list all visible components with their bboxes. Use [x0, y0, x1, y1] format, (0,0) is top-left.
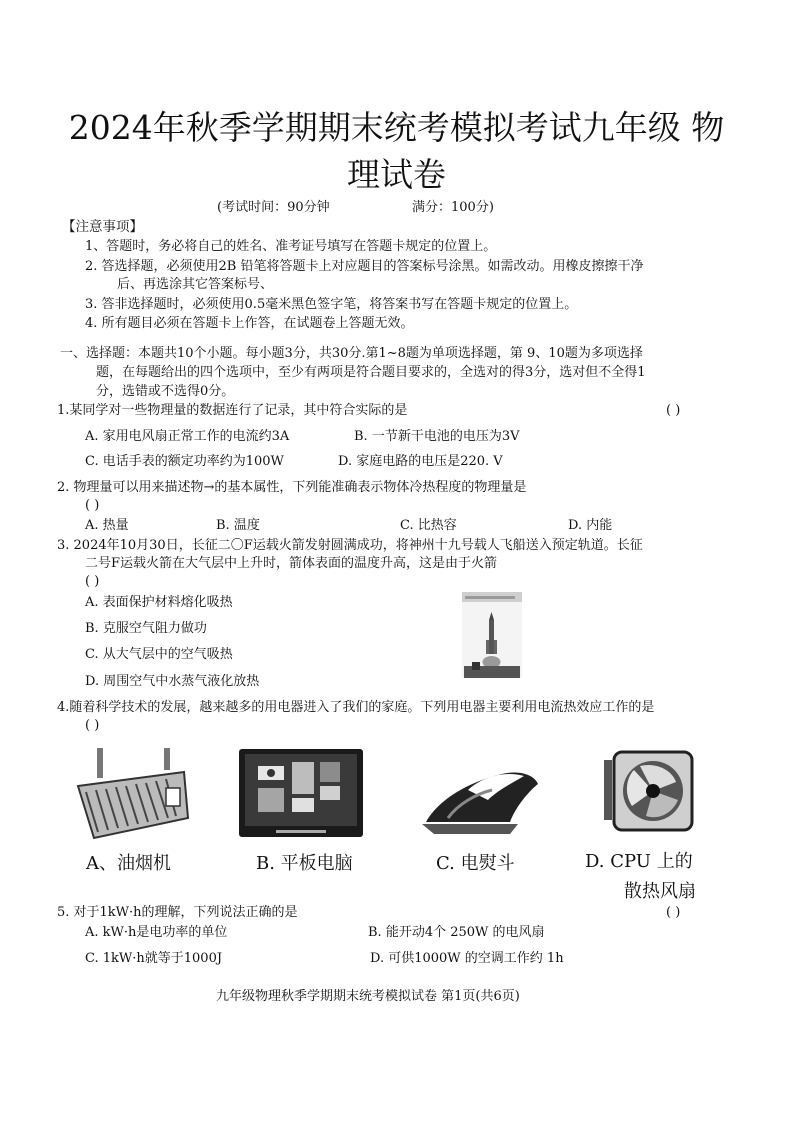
option-d: D. 周围空气中水蒸气液化放热	[85, 674, 260, 689]
question-stem: 1.某同学对一些物理量的数据连行了记录，其中符合实际的是	[57, 403, 408, 418]
question-stem: 二号F运载火箭在大气层中上升时，箭体表面的温度升高，这是由于火箭	[85, 556, 498, 571]
option-c: C. 比热容	[400, 518, 457, 533]
option-b: B. 克服空气阻力做功	[85, 621, 207, 636]
option-d: D. 内能	[568, 518, 613, 533]
option-a: A. 表面保护材料熔化吸热	[85, 595, 233, 610]
answer-paren: ( )	[85, 498, 100, 513]
question-stem: 3. 2024年10月30日，长征二〇F运载火箭发射圆满成功，将神州十九号载人飞船送入预定轨道。长征	[57, 538, 643, 553]
note-item: 后、再选涂其它答案标号、	[117, 277, 274, 292]
answer-paren: ( )	[666, 905, 681, 920]
answer-paren: ( )	[85, 574, 100, 589]
option-c: C. 1kW·h就等于1000J	[85, 951, 223, 966]
exam-title-line1: 2024年秋季学期期末统考模拟考试九年级 物	[68, 108, 725, 147]
option-d-label: 散热风扇	[624, 881, 696, 902]
option-a: A. kW·h是电功率的单位	[85, 925, 228, 940]
section1-instructions: 一、选择题：本题共10个小题。每小题3分，共30分.第1~8题为单项选择题，第 9、10题为多项选择	[60, 346, 643, 361]
range-hood-image	[72, 748, 192, 848]
rocket-launch-image	[462, 592, 522, 678]
option-d: D. 家庭电路的电压是220. V	[338, 454, 503, 469]
tablet-image	[238, 748, 364, 838]
full-score: 满分：100分)	[412, 200, 494, 215]
section1-instructions: 题，在每题给出的四个选项中，至少有两项是符合题目要求的，全选对的得3分，选对但不全得1	[96, 365, 646, 380]
cpu-fan-image	[600, 742, 696, 838]
option-d-label: D. CPU 上的	[585, 851, 693, 872]
option-c: C. 电话手表的额定功率约为100W	[85, 454, 284, 469]
option-b: B. 温度	[216, 518, 260, 533]
option-b-label: B. 平板电脑	[256, 853, 353, 874]
electric-iron-image	[418, 760, 542, 838]
option-a-label: A、油烟机	[86, 853, 171, 874]
section1-instructions: 分，选错或不选得0分。	[96, 384, 235, 399]
option-c-label: C. 电熨斗	[436, 853, 515, 874]
option-b: B. 能开动4个 250W 的电风扇	[368, 925, 545, 940]
note-item: 1、答题时，务必将自己的姓名、准考证号填写在答题卡规定的位置上。	[85, 239, 497, 254]
note-item: 3. 答非选择题时，必须使用0.5毫米黑色签字笔，将答案书写在答题卡规定的位置上。	[85, 297, 578, 312]
option-a: A. 热量	[85, 518, 129, 533]
option-d: D. 可供1000W 的空调工作约 1h	[370, 951, 564, 966]
question-stem: 2. 物理量可以用来描述物→的基本属性，下列能准确表示物体冷热程度的物理量是	[57, 480, 527, 495]
answer-paren: ( )	[85, 718, 100, 733]
exam-time: (考试时间：90分钟	[217, 200, 330, 215]
note-item: 4. 所有题目必须在答题卡上作答，在试题卷上答题无效。	[85, 316, 414, 331]
exam-title-line2: 理试卷	[347, 155, 446, 194]
notes-heading: 【注意事项】	[62, 219, 143, 235]
answer-paren: ( )	[666, 403, 681, 418]
option-a: A. 家用电风扇正常工作的电流约3A	[85, 429, 290, 444]
question-stem: 5. 对于1kW·h的理解，下列说法正确的是	[57, 905, 298, 920]
option-b: B. 一节新干电池的电压为3V	[354, 429, 520, 444]
option-c: C. 从大气层中的空气吸热	[85, 647, 233, 662]
note-item: 2. 答选择题，必须使用2B 铅笔将答题卡上对应题目的答案标号涂黑。如需改动。用橡皮擦擦干净	[85, 259, 644, 274]
page-footer: 九年级物理秋季学期期末统考模拟试卷 第1页(共6页)	[216, 989, 520, 1004]
question-stem: 4.随着科学技术的发展，越来越多的用电器进入了我们的家庭。下列用电器主要利用电流热效应工作的是	[57, 700, 655, 715]
